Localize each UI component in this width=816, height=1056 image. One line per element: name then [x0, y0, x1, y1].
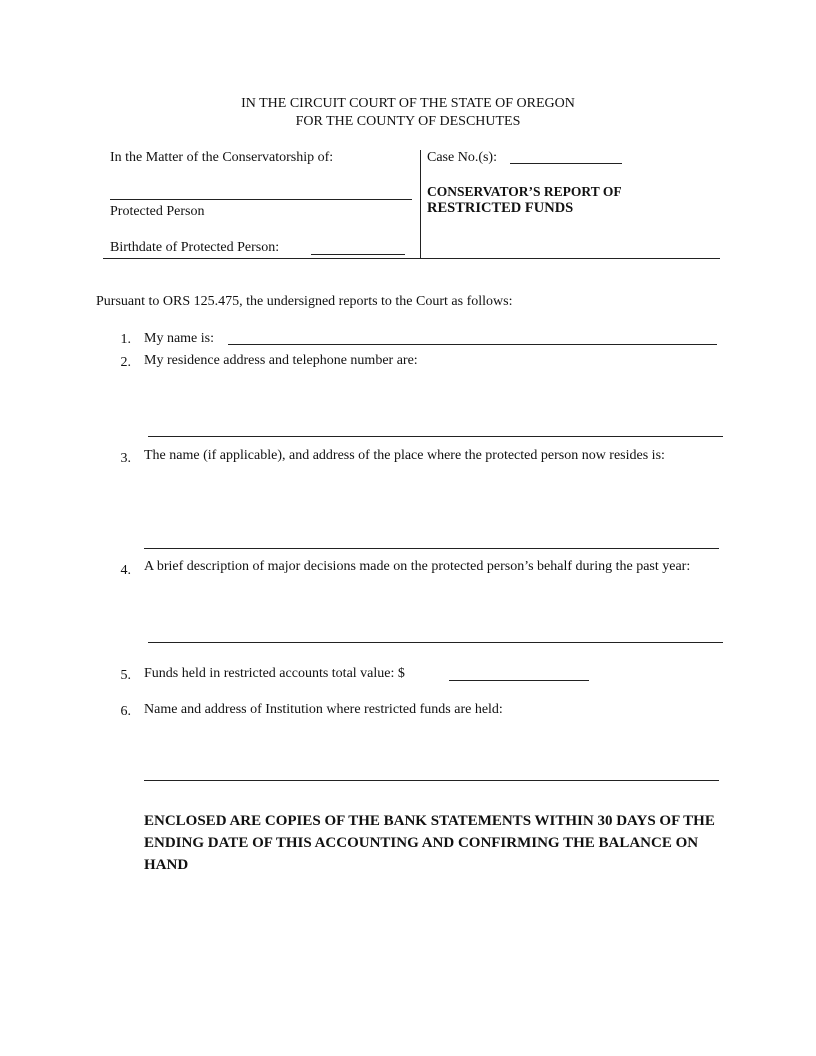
- item-number-5: 5.: [120, 668, 131, 683]
- matter-label: In the Matter of the Conservatorship of:: [110, 150, 334, 165]
- item-text-2: My residence address and telephone number are:: [144, 353, 418, 368]
- birthdate-field[interactable]: [311, 254, 405, 255]
- birthdate-label: Birthdate of Protected Person:: [110, 240, 280, 255]
- case-number-field[interactable]: [510, 163, 622, 164]
- case-number-label: Case No.(s):: [427, 150, 497, 165]
- caption-divider: [420, 150, 421, 258]
- county-name: FOR THE COUNTY OF DESCHUTES: [295, 114, 521, 129]
- residence-address-field[interactable]: [148, 436, 723, 437]
- protected-person-label: Protected Person: [110, 204, 205, 219]
- item-text-5: Funds held in restricted accounts total value: $: [144, 666, 405, 681]
- protected-person-residence-field[interactable]: [144, 548, 719, 549]
- institution-address-field[interactable]: [144, 780, 719, 781]
- item-text-4: A brief description of major decisions made on the protected person’s behalf during the past year:: [144, 559, 691, 574]
- restricted-funds-value-field[interactable]: [449, 680, 589, 681]
- major-decisions-field[interactable]: [148, 642, 723, 643]
- form-title-line1: CONSERVATOR’S REPORT OF: [427, 184, 622, 199]
- protected-person-name-field[interactable]: [110, 199, 412, 200]
- item-text-1: My name is:: [144, 331, 214, 346]
- item-number-3: 3.: [120, 451, 131, 466]
- item-number-6: 6.: [120, 704, 131, 719]
- enclosed-notice: ENCLOSED ARE COPIES OF THE BANK STATEMENTS WITHIN 30 DAYS OF THE ENDING DATE OF THIS ACCOUNTING AND CONFIRMING THE BALANCE ON HAND: [144, 813, 715, 873]
- item-text-6: Name and address of Institution where restricted funds are held:: [144, 702, 503, 717]
- court-name: IN THE CIRCUIT COURT OF THE STATE OF OREGON: [241, 96, 575, 111]
- item-number-2: 2.: [120, 355, 131, 370]
- item-number-1: 1.: [120, 332, 131, 347]
- form-title-line2: RESTRICTED FUNDS: [427, 200, 574, 216]
- item-text-3: The name (if applicable), and address of the place where the protected person now resides is:: [144, 448, 665, 463]
- intro-statement: Pursuant to ORS 125.475, the undersigned reports to the Court as follows:: [96, 294, 513, 309]
- caption-bottom-rule: [103, 258, 720, 259]
- name-field[interactable]: [228, 344, 717, 345]
- item-number-4: 4.: [120, 563, 131, 578]
